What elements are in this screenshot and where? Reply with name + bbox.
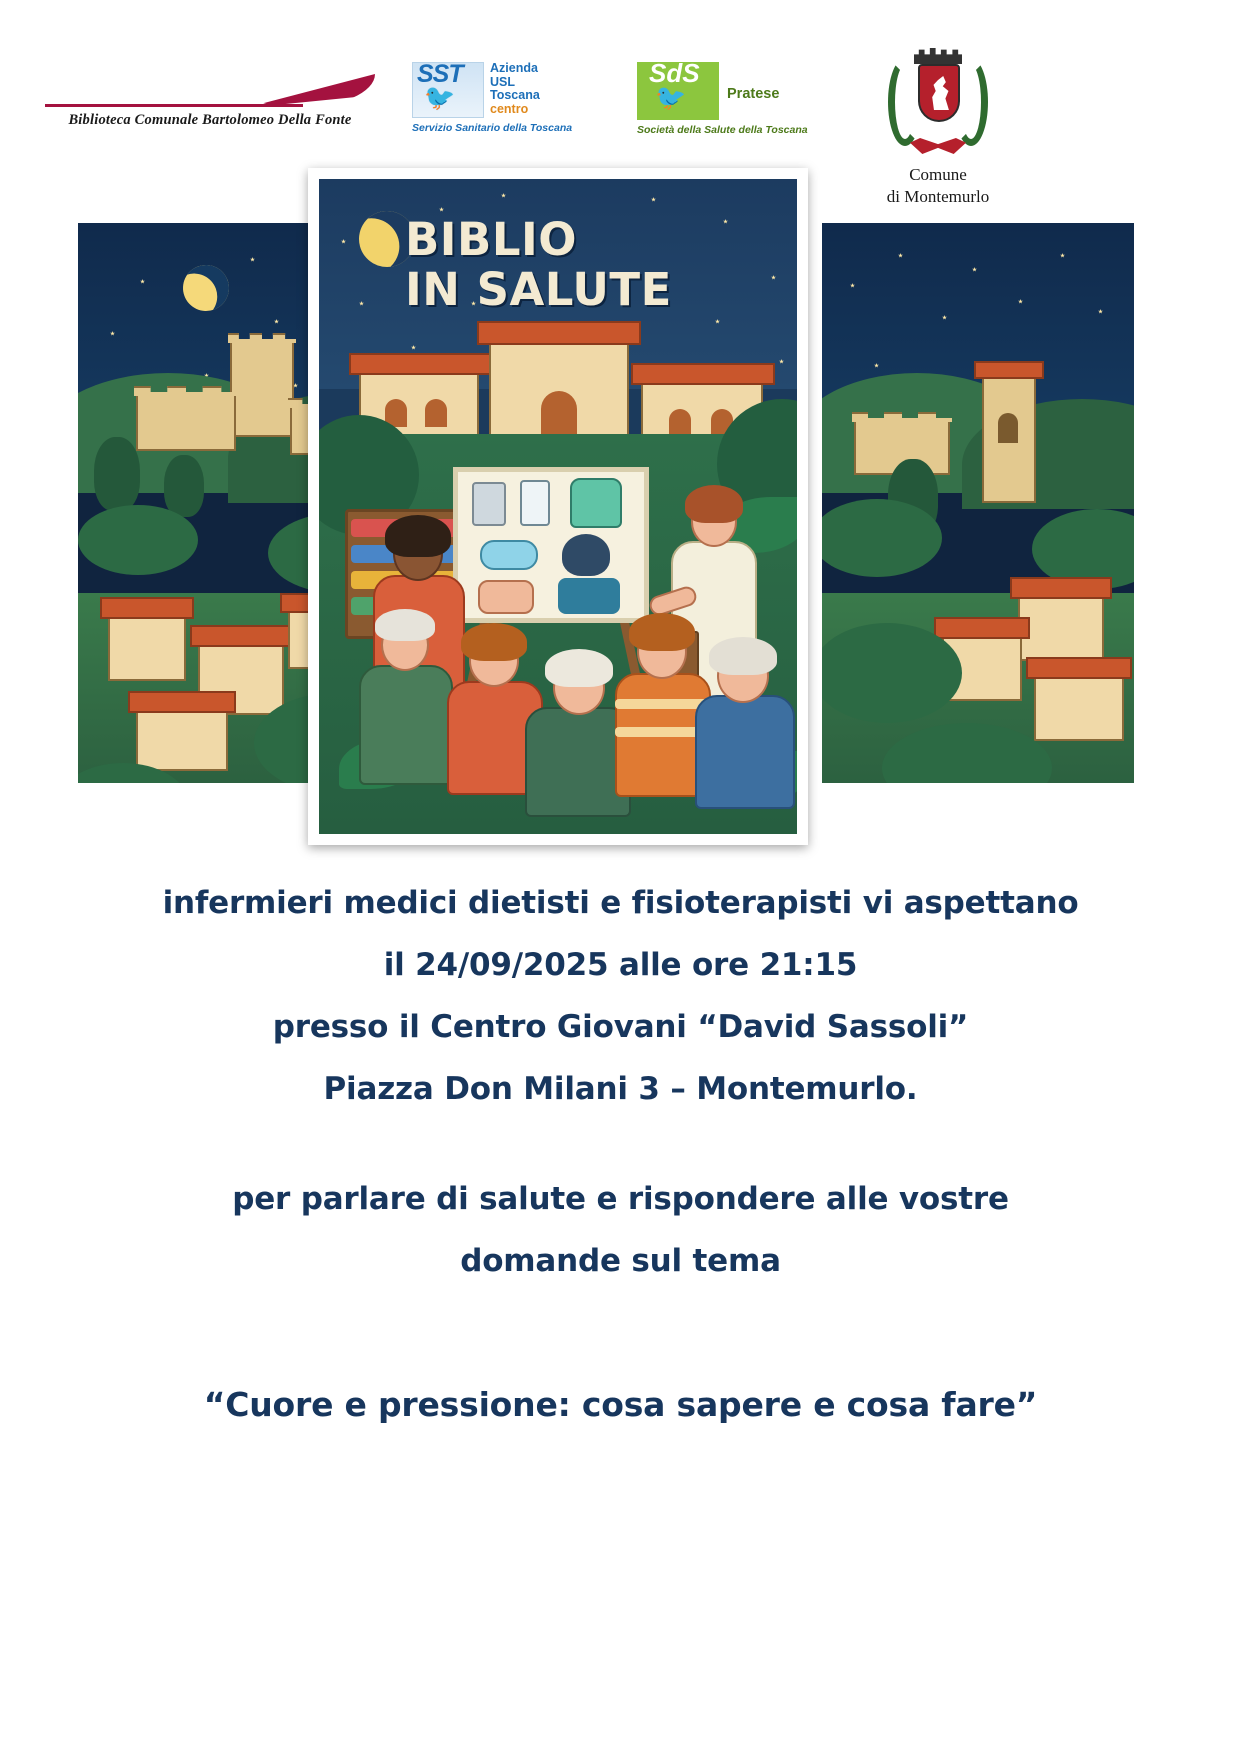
castle-tower: [230, 341, 294, 437]
text-line: domande sul tema: [460, 1243, 781, 1279]
medical-icons-board: [453, 467, 649, 623]
azienda-usl-toscana-centro-logo: [412, 60, 572, 150]
ribbon-icon: [910, 138, 966, 154]
usl-acronym: SST: [417, 60, 463, 88]
biblioteca-logo-label: Biblioteca Comunale Bartolomeo Della Fonte: [68, 112, 352, 128]
hand-hygiene-icon: [478, 580, 534, 614]
lion-icon: [930, 76, 952, 110]
stethoscope-icon: [562, 534, 610, 576]
logo-bar: [0, 22, 1241, 206]
biblioteca-swoosh-icon: [245, 74, 375, 108]
seagull-icon: 🐦: [655, 84, 687, 112]
event-topic-quote: “Cuore e pressione: cosa sapere e cosa fare”: [203, 1385, 1038, 1424]
biblio-in-salute-poster: [308, 168, 808, 845]
blood-pressure-icon: [558, 578, 620, 614]
poster-title-line2: IN SALUTE: [405, 263, 672, 316]
gloves-icon: [570, 478, 622, 528]
paragraph-2: [0, 1168, 1241, 1292]
coat-of-arms-icon: [880, 42, 996, 168]
societa-della-salute-pratese-logo: [637, 60, 807, 150]
usl-line4: centro: [490, 101, 529, 116]
shield-icon: [918, 64, 960, 122]
poster-title: [405, 215, 795, 315]
poster-artwork: [319, 179, 797, 834]
text-line: presso il Centro Giovani “David Sassoli”: [272, 1009, 969, 1045]
biblioteca-rule: [45, 104, 303, 107]
vaccine-vial-icon: [520, 480, 550, 526]
text-line: per parlare di salute e rispondere alle vostre: [232, 1181, 1009, 1217]
laurel-left-icon: [888, 58, 922, 146]
poster-title-line1: BIBLIO: [405, 213, 578, 266]
comune-line1: Comune: [909, 165, 967, 184]
paragraph-1: [0, 872, 1241, 1120]
comune-line2: di Montemurlo: [886, 187, 990, 206]
usl-line2: USL: [490, 74, 515, 89]
sds-label: Pratese: [727, 86, 780, 102]
announcement-text: [0, 872, 1241, 1430]
mask-icon: [480, 540, 538, 570]
usl-tagline: Servizio Sanitario della Toscana: [412, 122, 573, 134]
biblioteca-logo: [45, 74, 375, 136]
text-line: il 24/09/2025 alle ore 21:15: [383, 947, 858, 983]
syringe-icon: [472, 482, 506, 526]
artwork-band: [0, 168, 1241, 858]
seagull-icon: 🐦: [424, 84, 456, 112]
spacer: [0, 1120, 1241, 1168]
usl-name-block: [490, 62, 540, 116]
crown-icon: [914, 48, 962, 64]
text-line: Piazza Don Milani 3 – Montemurlo.: [323, 1071, 918, 1107]
usl-line3: Toscana: [490, 88, 540, 102]
sds-tagline: Società della Salute della Toscana: [637, 124, 808, 136]
text-line: infermieri medici dietisti e fisioterapisti vi aspettano: [162, 885, 1079, 921]
usl-line1: Azienda: [490, 61, 538, 75]
right-illustration-panel: [822, 223, 1134, 783]
sds-acronym: SdS: [649, 58, 700, 88]
